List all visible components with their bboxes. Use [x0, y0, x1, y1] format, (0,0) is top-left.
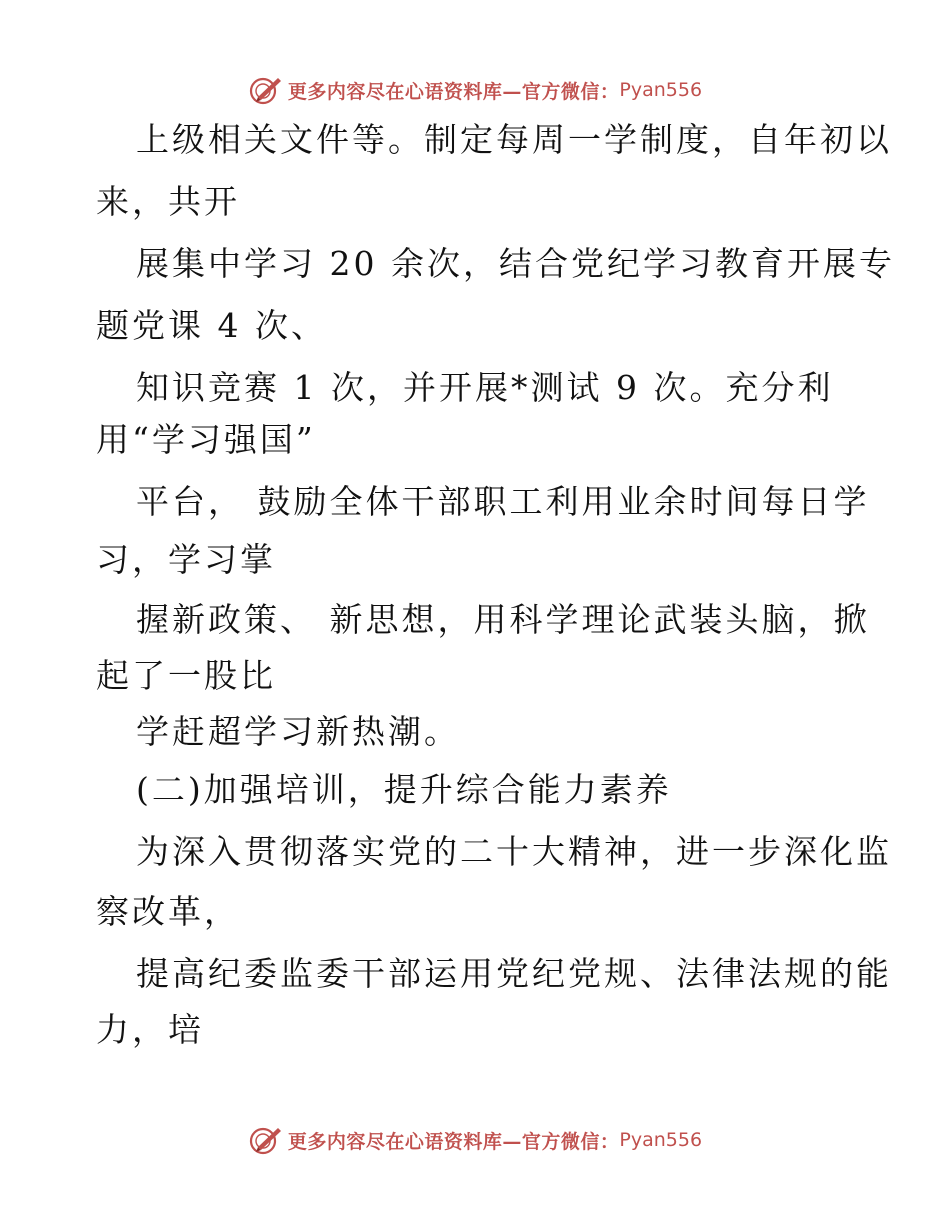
text-line: 察改革，	[96, 892, 240, 931]
section-heading: (二)加强培训，提升综合能力素养	[136, 770, 672, 809]
text-line: 平台， 鼓励全体干部职工利用业余时间每日学	[136, 482, 870, 521]
footer-watermark	[0, 1120, 950, 1160]
text-line: 题党课 4 次、	[96, 306, 327, 345]
text-line: 提高纪委监委干部运用党纪党规、法律法规的能	[136, 954, 892, 993]
text-line: 握新政策、 新思想，用科学理论武装头脑，掀	[136, 600, 870, 639]
text-line: 用“学习强国”	[96, 420, 316, 459]
text-line: 为深入贯彻落实党的二十大精神，进一步深化监	[136, 832, 892, 871]
text-line: 习，学习掌	[96, 540, 276, 579]
watermark-text: 更多内容尽在心语资料库—官方微信：	[287, 1130, 620, 1153]
pen-seal-logo-icon	[248, 74, 284, 106]
header-watermark	[0, 70, 950, 110]
watermark-wechat-id: Pyan556	[619, 1129, 703, 1151]
watermark-text: 更多内容尽在心语资料库—官方微信：	[287, 80, 620, 103]
text-line: 上级相关文件等。制定每周一学制度，自年初以	[136, 120, 892, 159]
text-line: 展集中学习 20 余次，结合党纪学习教育开展专	[136, 244, 895, 283]
text-line: 力，培	[96, 1010, 204, 1049]
pen-seal-logo-icon	[248, 1124, 284, 1156]
text-line: 起了一股比	[96, 656, 276, 695]
text-line: 来，共开	[96, 182, 240, 221]
text-line: 学赶超学习新热潮。	[136, 712, 460, 751]
watermark-wechat-id: Pyan556	[619, 79, 703, 101]
text-line: 知识竞赛 1 次，并开展*测试 9 次。充分利	[136, 368, 834, 407]
